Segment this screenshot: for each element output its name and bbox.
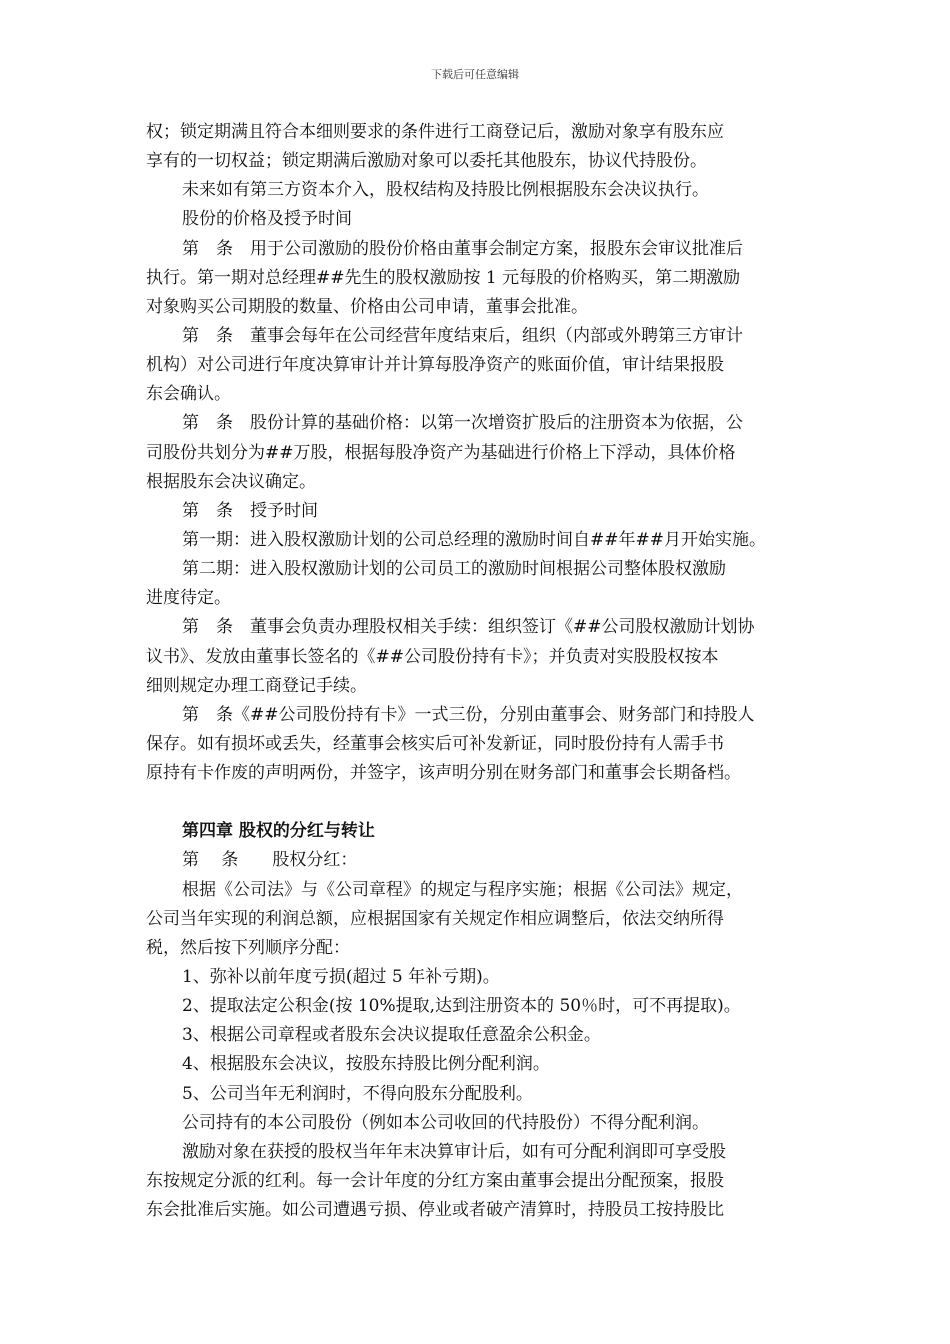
text-line: 根据股东会决议确定。	[146, 471, 316, 492]
text-line: 股份的价格及授予时间	[182, 209, 352, 230]
text-line: 执行。第一期对总经理##先生的股权激励按 1 元每股的价格购买，第二期激励	[146, 267, 741, 288]
chapter-heading: 第四章 股权的分红与转让	[182, 821, 375, 842]
text-line: 第 条 董事会每年在公司经营年度结束后，组织（内部或外聘第三方审计	[182, 325, 743, 346]
text-line: 第 条 授予时间	[182, 500, 318, 521]
text-line: 进度待定。	[146, 588, 231, 609]
text-line: 1、弥补以前年度亏损(超过 5 年补亏期)。	[182, 966, 500, 987]
text-line: 2、提取法定公积金(按 10%提取,达到注册资本的 50％时，可不再提取)。	[182, 996, 741, 1017]
text-line: 激励对象在获授的股权当年年末决算审计后，如有可分配利润即可享受股	[182, 1141, 726, 1162]
text-line: 公司持有的本公司股份（例如本公司收回的代持股份）不得分配利润。	[182, 1112, 709, 1133]
text-line: 东会确认。	[146, 384, 231, 405]
text-line: 东会批准后实施。如公司遭遇亏损、停业或者破产清算时，持股员工按持股比	[146, 1200, 724, 1221]
text-line: 机构）对公司进行年度决算审计并计算每股净资产的账面价值，审计结果报股	[146, 355, 724, 376]
text-line: 未来如有第三方资本介入，股权结构及持股比例根据股东会决议执行。	[182, 180, 709, 201]
text-line: 对象购买公司期股的数量、价格由公司申请，董事会批准。	[146, 296, 588, 317]
text-line: 公司当年实现的利润总额，应根据国家有关规定作相应调整后，依法交纳所得	[146, 908, 724, 929]
text-line: 第 条 股份计算的基础价格：以第一次增资扩股后的注册资本为依据，公	[182, 413, 743, 434]
text-line: 第一期：进入股权激励计划的公司总经理的激励时间自##年##月开始实施。	[182, 529, 766, 550]
text-line: 原持有卡作废的声明两份，并签字，该声明分别在财务部门和董事会长期备档。	[146, 763, 741, 784]
text-line: 保存。如有损坏或丢失，经董事会核实后可补发新证，同时股份持有人需手书	[146, 733, 724, 754]
text-line: 第 条 股权分红：	[182, 850, 358, 871]
text-line: 4、根据股东会决议，按股东持股比例分配利润。	[182, 1054, 550, 1075]
text-line: 第二期：进入股权激励计划的公司员工的激励时间根据公司整体股权激励	[182, 559, 726, 580]
text-line: 权；锁定期满且符合本细则要求的条件进行工商登记后，激励对象享有股东应	[146, 122, 724, 142]
text-line: 细则规定办理工商登记手续。	[146, 675, 367, 696]
text-line: 3、根据公司章程或者股东会决议提取任意盈余公积金。	[182, 1025, 601, 1046]
text-line: 第 条《##公司股份持有卡》一式三份，分别由董事会、财务部门和持股人	[182, 704, 755, 725]
text-line: 第 条 用于公司激励的股份价格由董事会制定方案，报股东会审议批准后	[182, 238, 743, 259]
text-line: 第 条 董事会负责办理股权相关手续：组织签订《##公司股权激励计划协	[182, 617, 755, 638]
text-line: 税，然后按下列顺序分配：	[146, 937, 350, 958]
text-line: 享有的一切权益；锁定期满后激励对象可以委托其他股东，协议代持股份。	[146, 151, 707, 172]
text-line: 东按规定分派的红利。每一会计年度的分红方案由董事会提出分配预案，报股	[146, 1170, 724, 1191]
text-line: 根据《公司法》与《公司章程》的规定与程序实施；根据《公司法》规定，	[182, 879, 743, 900]
text-line: 5、公司当年无利润时，不得向股东分配股利。	[182, 1083, 533, 1104]
document-body	[146, 118, 806, 1225]
text-line: 议书》、发放由董事长签名的《##公司股份持有卡》；并负责对实股股权按本	[146, 646, 719, 667]
text-line: 司股份共划分为##万股，根据每股净资产为基础进行价格上下浮动，具体价格	[146, 442, 736, 463]
page-header: 下载后可任意编辑	[431, 68, 519, 81]
